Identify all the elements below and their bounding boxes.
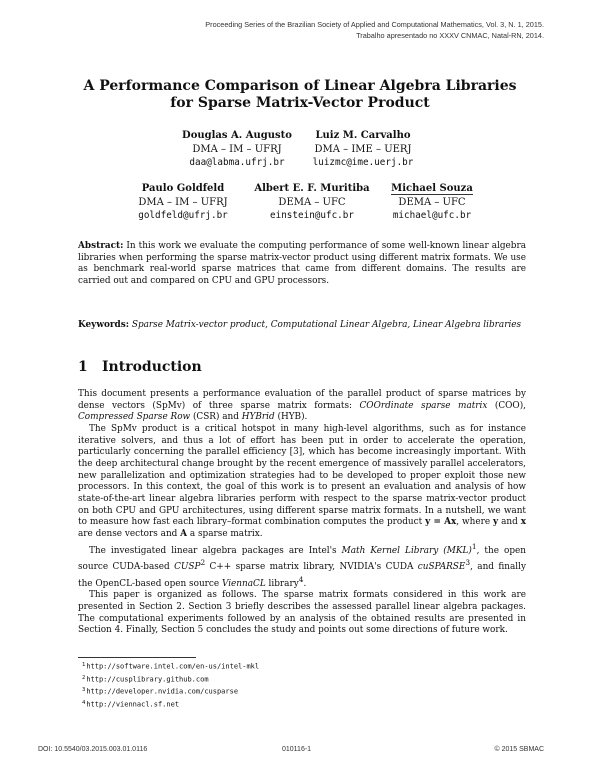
author-email: daa@labma.ufrj.br (189, 157, 285, 168)
text-run: a sparse matrix. (187, 528, 263, 539)
author-block (382, 182, 482, 223)
text-run: cuSPARSE (417, 562, 466, 573)
paragraph (78, 389, 526, 424)
footnote-number: 3 (82, 687, 86, 693)
math-symbol: x (520, 517, 526, 528)
author-affiliation: DMA – IM – UFRJ (192, 143, 282, 155)
paragraph (78, 541, 526, 591)
section-body (78, 389, 526, 637)
footnote (82, 698, 259, 711)
text-run: (COO), (487, 400, 526, 411)
section-title: Introduction (102, 359, 202, 375)
text-run: COOrdinate sparse matrix (359, 400, 488, 411)
author-email: luizmc@ime.uerj.br (312, 157, 414, 168)
footnote-divider (78, 657, 196, 658)
title-line-2: for Sparse Matrix-Vector Product (170, 95, 430, 111)
footnote-number: 4 (82, 699, 86, 706)
footnotes (82, 660, 259, 710)
abstract-label: Abstract: (78, 241, 124, 251)
text-run: C++ sparse matrix library, NVIDIA's CUDA (205, 562, 418, 573)
text-run: , where (456, 517, 493, 528)
footer-copyright: © 2015 SBMAC (494, 746, 544, 753)
author-affiliation: DEMA – UFC (278, 196, 346, 208)
paragraph (78, 424, 526, 541)
author-name: Michael Souza (391, 183, 473, 194)
footnote-link[interactable]: http://cusplibrary.github.com (86, 675, 209, 683)
footnote-ref: 2 (200, 558, 206, 568)
author-block (124, 182, 242, 223)
running-header (205, 19, 544, 41)
author-email: einstein@ufc.br (270, 210, 354, 221)
text-run: , the open source CUDA-based (78, 545, 526, 573)
text-run: ViennaCL (221, 578, 266, 589)
footnote-number: 2 (82, 674, 86, 681)
footnote (82, 685, 259, 698)
author-email: goldfeld@ufrj.br (138, 210, 228, 221)
footnote-ref: 4 (298, 574, 304, 584)
text-run: The SpMv product is a critical hotspot in many high-level algorithms, such as for instance iterative solvers, and thus a lot of effort has been put in order to accelerate the operation, particularly concerning the parallel efficiency [3], which has become increasingly important. With the deep architectural change brought by the recent emergence of massively parallel accelerators, new parallelization and optimization strategies had to be developed to proper exploit those new processors. In this context, the goal of this work is to present an evaluation and analysis of how state-of-the-art linear algebra libraries perform with respect to the sparse matrix-vector product on both CPU and GPU architectures, using different sparse matrix formats. In a nutshell, we want to measure how fast each library–format combination computes the product (78, 423, 526, 528)
section-heading (78, 359, 202, 375)
paper-title (0, 78, 600, 112)
footnote-ref: 3 (465, 558, 471, 568)
text-run: Math Kernel Library (MKL) (341, 545, 472, 556)
text-run: , and finally the OpenCL-based open source (78, 562, 526, 589)
equation: y = Ax (425, 517, 457, 528)
text-run: are dense vectors and (78, 528, 181, 539)
abstract (78, 241, 526, 287)
footnote-link[interactable]: http://viennacl.sf.net (86, 700, 180, 708)
keywords-label: Keywords: (78, 320, 130, 330)
text-run: CUSP (174, 562, 201, 573)
footer-page-number: 010116-1 (282, 746, 312, 753)
text-run: HYBrid (241, 412, 275, 423)
footnote-link[interactable]: http://developer.nvidia.com/cusparse (86, 687, 239, 696)
author-block (300, 129, 426, 170)
title-line-1: A Performance Comparison of Linear Algebra Libraries (83, 78, 517, 94)
text-run: library (265, 578, 299, 589)
abstract-text: In this work we evaluate the computing performance of some well-known linear algebra libraries when performing the sparse matrix-vector product using different matrix formats. We use as benchmark real-world sparse matrices that came from different domains. The results are carried out and compared on CPU and GPU processors. (78, 241, 526, 286)
text-run: (CSR) and (190, 412, 242, 423)
paragraph: This paper is organized as follows. The sparse matrix formats considered in this work are presented in Section 2. Section 3 briefly describes the assessed parallel linear algebra packages. The computational experiments followed by an analysis of the obtained results are presented in Section 4. Finally, Section 5 concludes the study and points out some directions of future work. (78, 590, 526, 636)
author-affiliation: DMA – IM – UFRJ (138, 196, 228, 208)
math-symbol: y (493, 517, 499, 528)
author-block (174, 129, 300, 170)
text-run: . (303, 578, 307, 589)
author-name: Luiz M. Carvalho (315, 130, 411, 141)
footnote-ref: 1 (471, 541, 477, 551)
text-run: (HYB). (274, 412, 308, 423)
footnote-link[interactable]: http://software.intel.com/en-us/intel-mkl (86, 662, 260, 671)
author-affiliation: DMA – IME – UERJ (314, 143, 412, 155)
text-run: and (498, 517, 521, 528)
footnote (82, 673, 259, 686)
text-run: This document presents a performance evaluation of the parallel product of sparse matrices by dense vectors (SpMv) of three sparse matrix formats: (78, 389, 526, 411)
text-run: Compressed Sparse Row (78, 412, 191, 423)
author-name: Albert E. F. Muritiba (254, 183, 370, 194)
author-affiliation: DEMA – UFC (398, 196, 466, 208)
keywords (78, 320, 526, 332)
text-run: The investigated linear algebra packages are Intel's (89, 545, 342, 556)
footnote (82, 660, 259, 673)
footnote-number: 1 (82, 662, 86, 668)
keywords-text: Sparse Matrix-vector product, Computational Linear Algebra, Linear Algebra libraries (131, 320, 522, 330)
author-block (242, 182, 382, 223)
header-presentation: Trabalho apresentado no XXXV CNMAC, Natal-RN, 2014. (356, 31, 544, 40)
author-name: Paulo Goldfeld (141, 183, 225, 194)
author-name: Douglas A. Augusto (182, 130, 292, 141)
section-number: 1 (78, 359, 88, 375)
author-email: michael@ufc.br (392, 210, 472, 221)
math-symbol: A (180, 528, 188, 539)
header-proceedings: Proceeding Series of the Brazilian Society of Applied and Computational Mathematics, Vol. 3, N. 1, 2015. (205, 20, 544, 29)
footer-doi: DOI: 10.5540/03.2015.003.01.0116 (38, 746, 148, 753)
